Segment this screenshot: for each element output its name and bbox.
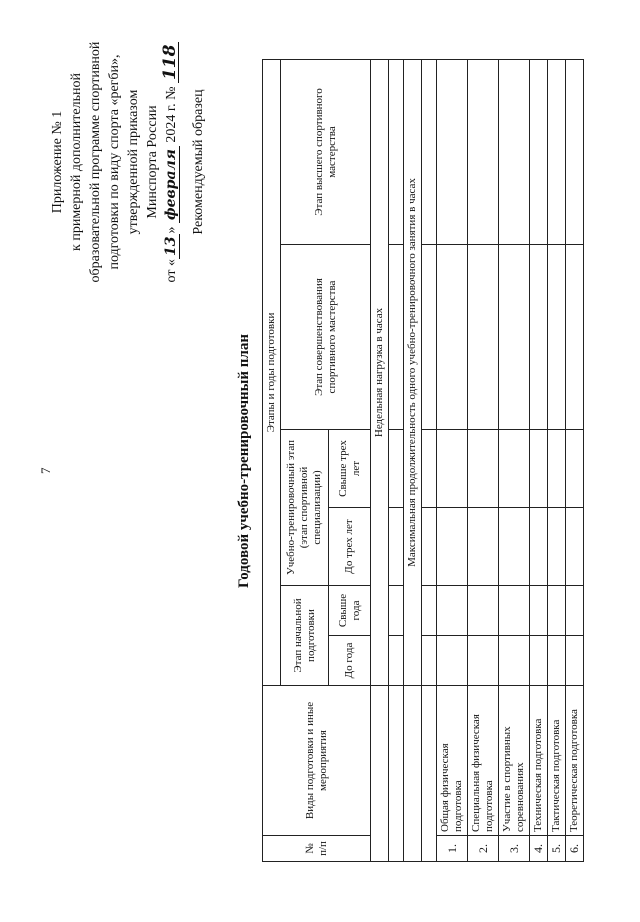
document-title: Годовой учебно-тренировочный план <box>236 334 252 588</box>
handwritten-month: февраля <box>164 146 180 223</box>
row-activity: Техническая подготовка <box>530 686 548 836</box>
table-row <box>548 59 566 861</box>
header-stage-training: Учебно-тренировочный этап (этап спортивной специализации) <box>281 430 329 586</box>
table-row <box>566 59 584 861</box>
row-number: 3. <box>499 836 530 862</box>
row-activity: Общая физическая подготовка <box>437 686 468 836</box>
header-stage-higher: Этап высшего спортивного мастерства <box>281 59 371 244</box>
row-activity: Участие в спортивных соревнованиях <box>499 686 530 836</box>
header-stage-initial: Этап начальной подготовки <box>281 586 329 686</box>
subheader-over-year: Свыше года <box>329 586 371 636</box>
subheader-up-to-year: До года <box>329 636 371 686</box>
header-stage-improvement: Этап совершенствования спортивного мастерства <box>281 245 371 430</box>
recommended-sample-label: Рекомендуемый образец <box>191 89 206 235</box>
row-number: 2. <box>468 836 499 862</box>
subheader-over-three: Свыше трех лет <box>329 430 371 508</box>
row-activity: Тактическая подготовка <box>548 686 566 836</box>
row-number: 6. <box>566 836 584 862</box>
appendix-line: Минспорта России <box>145 105 160 219</box>
row-activity: Теоретическая подготовка <box>566 686 584 836</box>
appendix-line: утвержденной приказом <box>126 89 141 235</box>
appendix-block <box>48 12 208 312</box>
page-number: 7 <box>38 467 53 474</box>
appendix-line: подготовки по виду спорта «регби», <box>107 54 122 270</box>
appendix-line: образовательной программе спортивной <box>88 41 103 283</box>
table-row <box>499 59 530 861</box>
row-number: 1. <box>437 836 468 862</box>
appendix-title: Приложение № 1 <box>50 110 65 214</box>
appendix-line: к примерной дополнительной <box>69 73 84 251</box>
subheader-up-to-three: До трех лет <box>329 508 371 586</box>
weekly-load-label: Недельная нагрузка в часах <box>371 59 389 685</box>
row-number: 4. <box>530 836 548 862</box>
header-activity: Виды подготовки и иные мероприятия <box>263 686 371 836</box>
handwritten-order-number: 118 <box>163 42 179 84</box>
table-row <box>468 59 499 861</box>
training-plan-table <box>262 59 584 862</box>
row-activity: Специальная физическая подготовка <box>468 686 499 836</box>
row-number: 5. <box>548 836 566 862</box>
table-row <box>437 59 468 861</box>
table-row <box>530 59 548 861</box>
header-number: № п/п <box>263 836 371 862</box>
handwritten-day: 13 <box>164 234 180 259</box>
max-duration-label: Максимальная продолжительность одного учебно-тренировочного занятия в часах <box>404 59 422 685</box>
header-stages: Этапы и годы подготовки <box>263 59 281 685</box>
appendix-date-line: от «13» февраля 2024 г. № 118 <box>162 12 181 312</box>
